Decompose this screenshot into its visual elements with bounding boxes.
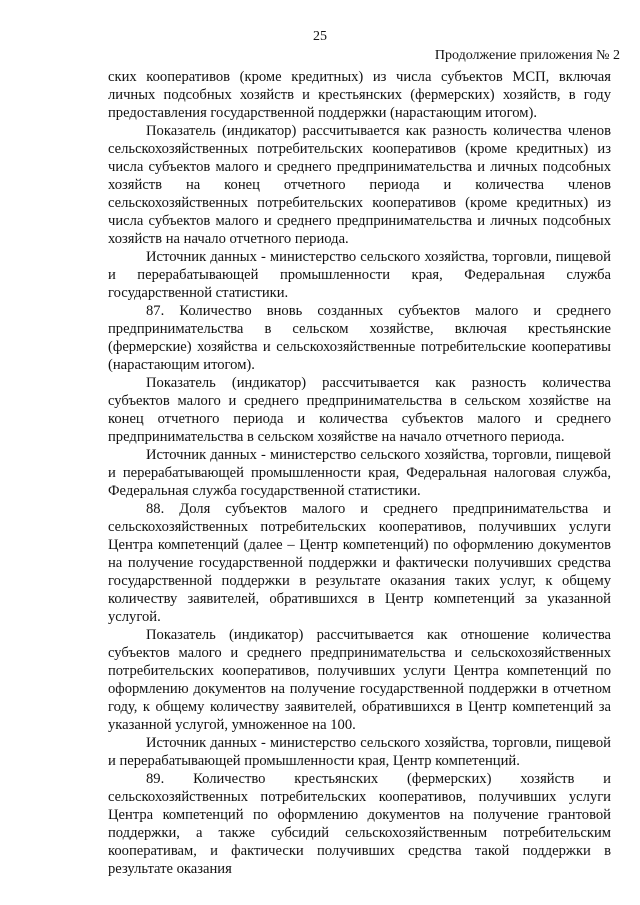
paragraph-indicator-86-source: Источник данных - министерство сельского хозяйства, торговли, пищевой и перерабатывающей промышленности края, Федеральная служба государственной статистики. [108,249,611,301]
paragraph-indicator-87-source: Источник данных - министерство сельского хозяйства, торговли, пищевой и перерабатывающей промышленности края, Федеральная налоговая служба, Федеральная служба государственной статистики. [108,447,611,499]
paragraph-indicator-88-calculation: Показатель (индикатор) рассчитывается как отношение количества субъектов малого и среднего предпринимательства и сельскохозяйственных потребительских кооперативов, получивших услуги Центра компетенций по оформлению документов на получение государственной поддержки в отчетном году, к общему количеству заявителей, обратившихся в Центр компетенций за указанной услугой, умноженное на 100. [108,627,611,733]
page-number: 25 [313,29,327,44]
paragraph-indicator-86-calculation: Показатель (индикатор) рассчитывается как разность количества членов сельскохозяйственных потребительских кооперативов (кроме кредитных) из числа субъектов малого и среднего предпринимательства и личных подсобных хозяйств на конец отчетного периода и количества членов сельскохозяйственных потребительских кооперативов (кроме кредитных) из числа субъектов малого и среднего предпринимательства и личных подсобных хозяйств на начало отчетного периода. [108,123,611,247]
paragraph-item-89: 89. Количество крестьянских (фермерских) хозяйств и сельскохозяйственных потребительских кооперативов, получивших услуги Центра компетенций по оформлению документов на получение грантовой поддержки, а также субсидий сельскохозяйственным потребительским кооперативам, и фактически получивших средства такой поддержки в результате оказания [108,771,611,877]
paragraph-indicator-87-calculation: Показатель (индикатор) рассчитывается как разность количества субъектов малого и среднего предпринимательства в сельском хозяйстве на конец отчетного периода и количества субъектов малого и среднего предпринимательства в сельском хозяйстве на начало отчетного периода. [108,375,611,445]
paragraph-indicator-88-source: Источник данных - министерство сельского хозяйства, торговли, пищевой и перерабатывающей промышленности края, Центр компетенций. [108,735,611,769]
paragraph-item-87: 87. Количество вновь созданных субъектов малого и среднего предпринимательства в сельском хозяйстве, включая крестьянские (фермерские) хозяйства и сельскохозяйственные потребительские кооперативы (нарастающим итогом). [108,303,611,373]
paragraph-continuation: ских кооперативов (кроме кредитных) из числа субъектов МСП, включая личных подсобных хозяйств и крестьянских (фермерских) хозяйств, в году предоставления государственной поддержки (нарастающим итогом). [108,69,611,121]
paragraph-item-88: 88. Доля субъектов малого и среднего предпринимательства и сельскохозяйственных потребительских кооперативов, получивших услуги Центра компетенций (далее – Центр компетенций) по оформлению документов на получение государственной поддержки и фактически получивших средства государственной поддержки в результате оказания таких услуг, к общему количеству заявителей, обратившихся в Центр компетенций за указанной услугой. [108,501,611,625]
appendix-continuation-label: Продолжение приложения № 2 [434,48,620,63]
document-body [108,68,611,878]
